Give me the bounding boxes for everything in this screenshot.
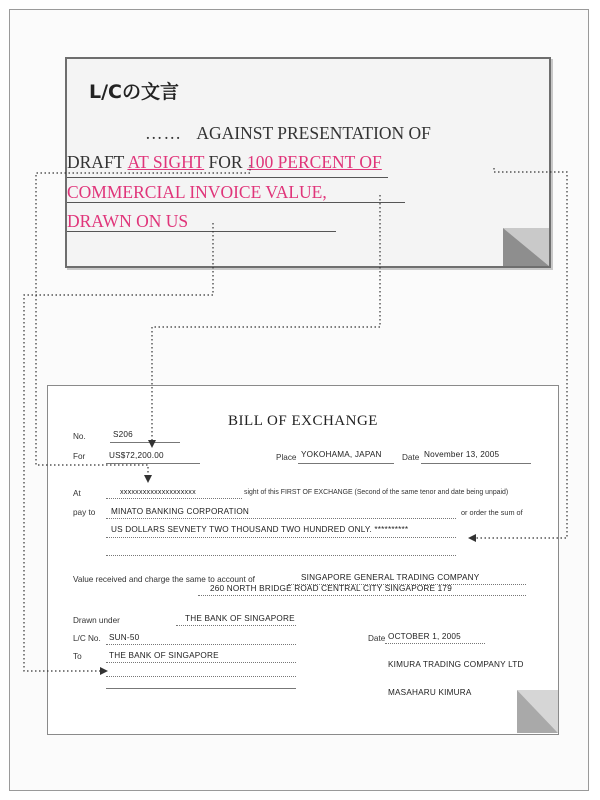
for-value: US$72,200.00 — [109, 451, 164, 460]
at-label: At — [73, 489, 81, 498]
lc-draft-text: DRAFT — [67, 152, 128, 172]
for-label: For — [73, 452, 86, 461]
value-received-text: Value received and charge the same to account of — [73, 575, 255, 584]
sum-value: US DOLLARS SEVNETY TWO THOUSAND TWO HUNDRED ONLY. ********** — [111, 525, 409, 534]
arrow-at-icon — [144, 475, 152, 483]
arrow-sum-icon — [468, 534, 476, 542]
lc-date-value: OCTOBER 1, 2005 — [388, 632, 461, 641]
lc-no-label: L/C No. — [73, 634, 101, 643]
place-value: YOKOHAMA, JAPAN — [301, 450, 382, 459]
payto-label: pay to — [73, 508, 96, 517]
date-label: Date — [402, 453, 420, 462]
drawn-under-value: THE BANK OF SINGAPORE — [185, 614, 295, 623]
connector-at-sight — [36, 165, 250, 479]
order-text: or order the sum of — [461, 508, 523, 517]
connector-commercial — [476, 168, 567, 538]
arrow-to-icon — [100, 667, 108, 675]
sight-text: sight of this FIRST OF EXCHANGE (Second of the same tenor and date being unpaid) — [244, 489, 509, 496]
connector-drawn-on-us — [24, 223, 213, 671]
lc-date-label: Date — [368, 634, 386, 643]
date-value: November 13, 2005 — [424, 450, 500, 459]
lc-clause-title: L/Cの文言 — [89, 81, 179, 103]
drawer-name: MASAHARU KIMURA — [388, 688, 472, 697]
connector-100-percent — [152, 195, 380, 440]
lc-against-text: AGAINST PRESENTATION OF — [196, 123, 431, 143]
drawn-under-label: Drawn under — [73, 616, 120, 625]
payto-value: MINATO BANKING CORPORATION — [111, 507, 250, 516]
account-name: SINGAPORE GENERAL TRADING COMPANY — [301, 573, 480, 582]
to-label: To — [73, 652, 82, 661]
place-label: Place — [276, 453, 297, 462]
lc-no-value: SUN-50 — [109, 633, 140, 642]
at-value: xxxxxxxxxxxxxxxxxxxx — [120, 487, 196, 496]
lc-ellipsis: …… — [145, 123, 182, 143]
account-address: 260 NORTH BRIDGE ROAD CENTRAL CITY SINGAPORE 179 — [210, 584, 452, 593]
drawer-company: KIMURA TRADING COMPANY LTD — [388, 660, 524, 669]
lc-at-sight: AT SIGHT — [127, 152, 205, 172]
no-label: No. — [73, 432, 86, 441]
no-value: S206 — [113, 430, 133, 439]
lc-commercial: COMMERCIAL INVOICE VALUE, — [67, 182, 405, 203]
lc-for-text: FOR — [204, 152, 247, 172]
arrow-for-icon — [148, 440, 156, 448]
lc-drawn-on-us: DRAWN ON US — [67, 211, 336, 232]
lc-percent: 100 PERCENT OF — [246, 152, 382, 172]
to-value: THE BANK OF SINGAPORE — [109, 651, 219, 660]
bill-title: BILL OF EXCHANGE — [228, 413, 378, 429]
